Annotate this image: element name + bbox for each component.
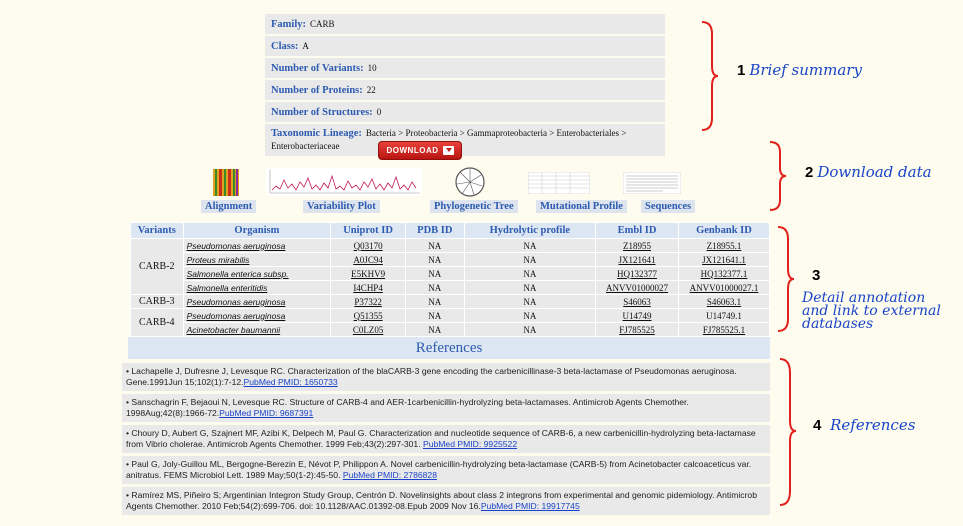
pdb-cell: NA — [405, 267, 464, 281]
pdb-cell: NA — [405, 281, 464, 295]
column-header-uniprot: Uniprot ID — [331, 223, 406, 239]
embl-link[interactable]: U14749 — [596, 309, 679, 323]
sequences-link[interactable]: Sequences — [641, 200, 695, 213]
variant-cell: CARB-4 — [131, 309, 184, 337]
column-header-variants: Variants — [131, 223, 184, 239]
pubmed-link[interactable]: PubMed PMID: 9687391 — [219, 408, 314, 418]
hydrolytic-cell: NA — [464, 323, 595, 337]
summary-key: Family: — [271, 18, 306, 30]
variant-cell: CARB-2 — [131, 239, 184, 295]
mutational-profile-link[interactable]: Mutational Profile — [536, 200, 627, 213]
list-item — [122, 456, 770, 484]
brace-2 — [768, 140, 788, 212]
embl-link[interactable]: Z18955 — [596, 239, 679, 253]
summary-row-lineage — [265, 124, 665, 158]
genbank-link[interactable]: ANVV01000027.1 — [678, 281, 769, 295]
column-header-embl: Embl ID — [596, 223, 679, 239]
alignment-link[interactable]: Alignment — [201, 200, 256, 213]
download-button[interactable]: DOWNLOAD — [378, 141, 462, 160]
reference-text: • Sanschagrin F, Bejaoui N, Levesque RC. Structure of CARB-4 and AER-1carbenicillin-hydrolyzing beta-lactamases. Antimicrob Agents Chemother. 1998Aug;42(8):1966-72. — [126, 397, 689, 418]
mutational-profile-thumbnail[interactable] — [528, 172, 590, 194]
pubmed-link[interactable]: PubMed PMID: 2786828 — [342, 470, 437, 480]
embl-link[interactable]: HQ132377 — [596, 267, 679, 281]
reference-text: • Ramírez MS, Piñeiro S; Argentinian Integron Study Group, Centrón D. Novelinsights about class 2 integrons from experimental and genomic pidemiology. Antimicrob Agents Chemother. 2010 Feb;54(2):699-706. doi: 10.1128/AAC.01392-08.Epub 2009 Nov 16. — [126, 490, 757, 511]
organism-link[interactable]: Salmonella enteritidis — [183, 281, 331, 295]
variability-plot-link[interactable]: Variability Plot — [303, 200, 380, 213]
variant-cell: CARB-3 — [131, 295, 184, 309]
table-header-row — [131, 223, 770, 239]
column-header-organism: Organism — [183, 223, 331, 239]
summary-key: Number of Structures: — [271, 106, 373, 118]
pdb-cell: NA — [405, 239, 464, 253]
summary-row-variants — [265, 58, 665, 80]
pdb-cell: NA — [405, 295, 464, 309]
uniprot-link[interactable]: C0LZ05 — [331, 323, 406, 337]
pdb-cell: NA — [405, 323, 464, 337]
table-row — [131, 253, 770, 267]
genbank-link[interactable]: HQ132377.1 — [678, 267, 769, 281]
brace-1 — [700, 20, 720, 132]
summary-row-family — [265, 14, 665, 36]
summary-key: Class: — [271, 40, 299, 52]
download-icon — [443, 146, 454, 155]
label-detail-annotation: Detail annotation and link to external databases — [802, 290, 941, 332]
summary-value: A — [302, 40, 309, 51]
variability-plot-thumbnail[interactable] — [266, 168, 422, 196]
hydrolytic-cell: NA — [464, 281, 595, 295]
brace-4 — [778, 357, 798, 507]
uniprot-link[interactable]: P37322 — [331, 295, 406, 309]
references-list — [122, 363, 770, 518]
genbank-cell: U14749.1 — [678, 309, 769, 323]
summary-value: 0 — [376, 106, 382, 117]
sequences-thumbnail[interactable] — [623, 172, 681, 194]
list-item — [122, 425, 770, 453]
table-row — [131, 239, 770, 253]
summary-value: 10 — [367, 62, 377, 73]
table-row — [131, 281, 770, 295]
column-header-pdb: PDB ID — [405, 223, 464, 239]
uniprot-link[interactable]: A0JC94 — [331, 253, 406, 267]
table-row — [131, 267, 770, 281]
uniprot-link[interactable]: I4CHP4 — [331, 281, 406, 295]
summary-value: CARB — [310, 18, 335, 29]
summary-row-structures — [265, 102, 665, 124]
hydrolytic-cell: NA — [464, 309, 595, 323]
pubmed-link[interactable]: PubMed PMID: 9925522 — [422, 439, 518, 449]
embl-link[interactable]: ANVV01000027 — [596, 281, 679, 295]
label-references: 4 References — [813, 416, 916, 434]
variants-table — [130, 222, 770, 337]
hydrolytic-cell: NA — [464, 295, 595, 309]
label-detail-num: 3 — [812, 267, 821, 284]
phylogenetic-tree-link[interactable]: Phylogenetic Tree — [430, 200, 518, 213]
organism-link[interactable]: Salmonella enterica subsp. — [183, 267, 331, 281]
hydrolytic-cell: NA — [464, 253, 595, 267]
summary-panel — [265, 14, 665, 158]
reference-text: • Lachapelle J, Dufresne J, Levesque RC. Characterization of the blaCARB-3 gene encoding the carbenicillinase-3 beta-lactamase of Pseudomonas aeruginosa. Gene.1991Jun 15;102(1):7-12. — [126, 366, 737, 387]
organism-link[interactable]: Pseudomonas aeruginosa — [183, 309, 331, 323]
uniprot-link[interactable]: Q03170 — [331, 239, 406, 253]
genbank-link[interactable]: Z18955.1 — [678, 239, 769, 253]
genbank-link[interactable]: JX121641.1 — [678, 253, 769, 267]
table-row — [131, 295, 770, 309]
pubmed-link[interactable]: PubMed PMID: 1650733 — [243, 377, 338, 387]
reference-text: • Choury D, Aubert G, Szajnert MF, Azibi K, Delpech M, Paul G. Characterization and nucleotide sequence of CARB-6, a new carbenicillin-hydrolyzing beta-lactamase from Vibrio cholerae. Antimicrob Agents Chemother. 1999 Feb;43(2):297-301. — [126, 428, 756, 449]
list-item — [122, 363, 770, 391]
alignment-thumbnail[interactable] — [213, 169, 239, 196]
brace-3 — [776, 225, 796, 333]
hydrolytic-cell: NA — [464, 267, 595, 281]
hydrolytic-cell: NA — [464, 239, 595, 253]
table-row — [131, 309, 770, 323]
organism-link[interactable]: Proteus mirabilis — [183, 253, 331, 267]
organism-link[interactable]: Pseudomonas aeruginosa — [183, 295, 331, 309]
genbank-link[interactable]: S46063.1 — [678, 295, 769, 309]
embl-link[interactable]: S46063 — [596, 295, 679, 309]
uniprot-link[interactable]: Q51355 — [331, 309, 406, 323]
pubmed-link[interactable]: PubMed PMID: 19917745 — [480, 501, 580, 511]
summary-row-class — [265, 36, 665, 58]
column-header-genbank: Genbank ID — [678, 223, 769, 239]
list-item — [122, 394, 770, 422]
embl-link[interactable]: FJ785525 — [596, 323, 679, 337]
summary-key: Taxonomic Lineage: — [271, 128, 362, 139]
phylogenetic-tree-thumbnail[interactable] — [454, 166, 486, 198]
summary-key: Number of Proteins: — [271, 84, 363, 96]
embl-link[interactable]: JX121641 — [596, 253, 679, 267]
label-download-data: 2 Download data — [805, 163, 932, 181]
organism-link[interactable]: Pseudomonas aeruginosa — [183, 239, 331, 253]
uniprot-link[interactable]: E5KHV9 — [331, 267, 406, 281]
list-item — [122, 487, 770, 515]
summary-value: 22 — [366, 84, 376, 95]
summary-key: Number of Variants: — [271, 62, 364, 74]
summary-row-proteins — [265, 80, 665, 102]
pdb-cell: NA — [405, 309, 464, 323]
column-header-hydrolytic: Hydrolytic profile — [464, 223, 595, 239]
references-heading: References — [128, 337, 770, 359]
reference-text: • Paul G, Joly-Guillou ML, Bergogne-Berezin E, Névot P, Philippon A. Novel carbenicillin-hydrolyzing beta-lactamase (CARB-5) from Acinetobacter calcoaceticus var. anitratus. FEMS Microbiol Lett. 1989 May;50(1-2):45-50. — [126, 459, 752, 480]
pdb-cell: NA — [405, 253, 464, 267]
table-row — [131, 323, 770, 337]
organism-link[interactable]: Acinetobacter baumannii — [183, 323, 331, 337]
summary-value: Bacteria > Proteobacteria > Gammaproteobacteria > Enterobacteriales > Enterobacteriaceae — [271, 128, 627, 151]
label-brief-summary: 1 Brief summary — [737, 61, 862, 79]
genbank-link[interactable]: FJ785525.1 — [678, 323, 769, 337]
